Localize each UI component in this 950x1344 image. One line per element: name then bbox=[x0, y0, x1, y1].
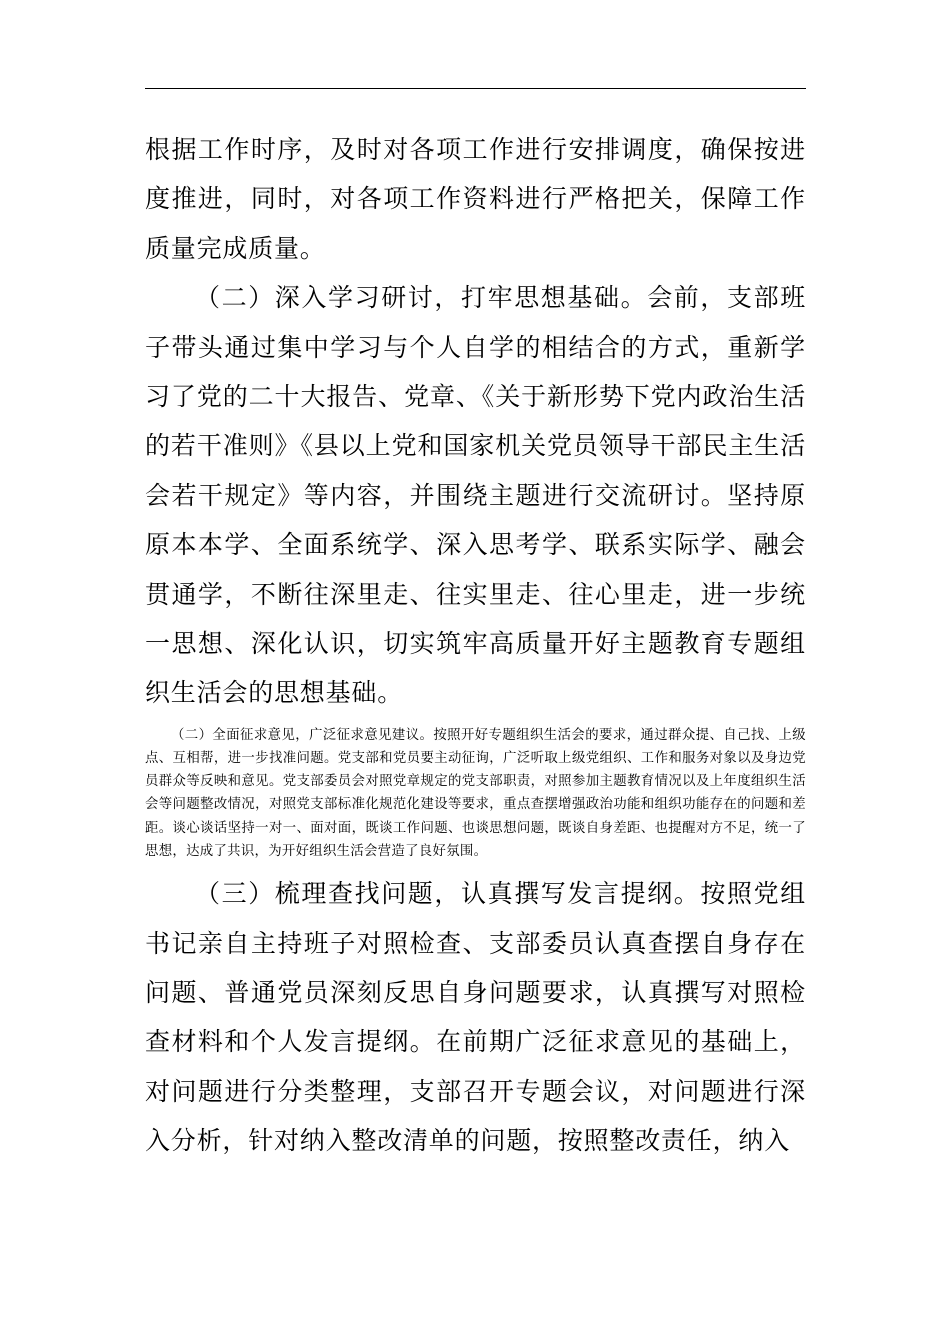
paragraph-continuation: 根据工作时序，及时对各项工作进行安排调度，确保按进度推进，同时，对各项工作资料进行严格把关，保障工作质量完成质量。 bbox=[145, 135, 806, 263]
paragraph-study-discussion: （二）深入学习研讨，打牢思想基础。会前，支部班子带头通过集中学习与个人自学的相结合的方式，重新学习了党的二十大报告、党章、《关于新形势下党内政治生活的若干准则》《县以上党和国家机关党员领导干部民主生活会若干规定》等内容，并围绕主题进行交流研讨。坚持原原本本学、全面系统学、深入思考学、联系实际学、融会贯通学，不断往深里走、往实里走、往心里走，进一步统一思想、深化认识，切实筑牢高质量开好主题教育专题组织生活会的思想基础。 bbox=[145, 283, 806, 708]
paragraph-identify-problems: （三）梳理查找问题，认真撰写发言提纲。按照党组书记亲自主持班子对照检查、支部委员认真查摆自身存在问题、普通党员深刻反思自身问题要求，认真撰写对照检查材料和个人发言提纲。在前期广泛征求意见的基础上，对问题进行分类整理，支部召开专题会议，对问题进行深入分析，针对纳入整改清单的问题，按照整改责任，纳入 bbox=[145, 879, 806, 1156]
header-rule bbox=[145, 88, 806, 89]
document-body bbox=[145, 125, 806, 1166]
paragraph-solicit-opinions: （二）全面征求意见，广泛征求意见建议。按照开好专题组织生活会的要求，通过群众提、自己找、上级点、互相帮，进一步找准问题。党支部和党员要主动征询，广泛听取上级党组织、工作和服务对象以及身边党员群众等反映和意见。党支部委员会对照党章规定的党支部职责，对照参加主题教育情况以及上年度组织生活会等问题整改情况，对照党支部标准化规范化建设等要求，重点查摆增强政治功能和组织功能存在的问题和差距。谈心谈话坚持一对一、面对面，既谈工作问题、也谈思想问题，既谈自身差距、也提醒对方不足，统一了思想，达成了共识，为开好组织生活会营造了良好氛围。 bbox=[145, 727, 806, 859]
